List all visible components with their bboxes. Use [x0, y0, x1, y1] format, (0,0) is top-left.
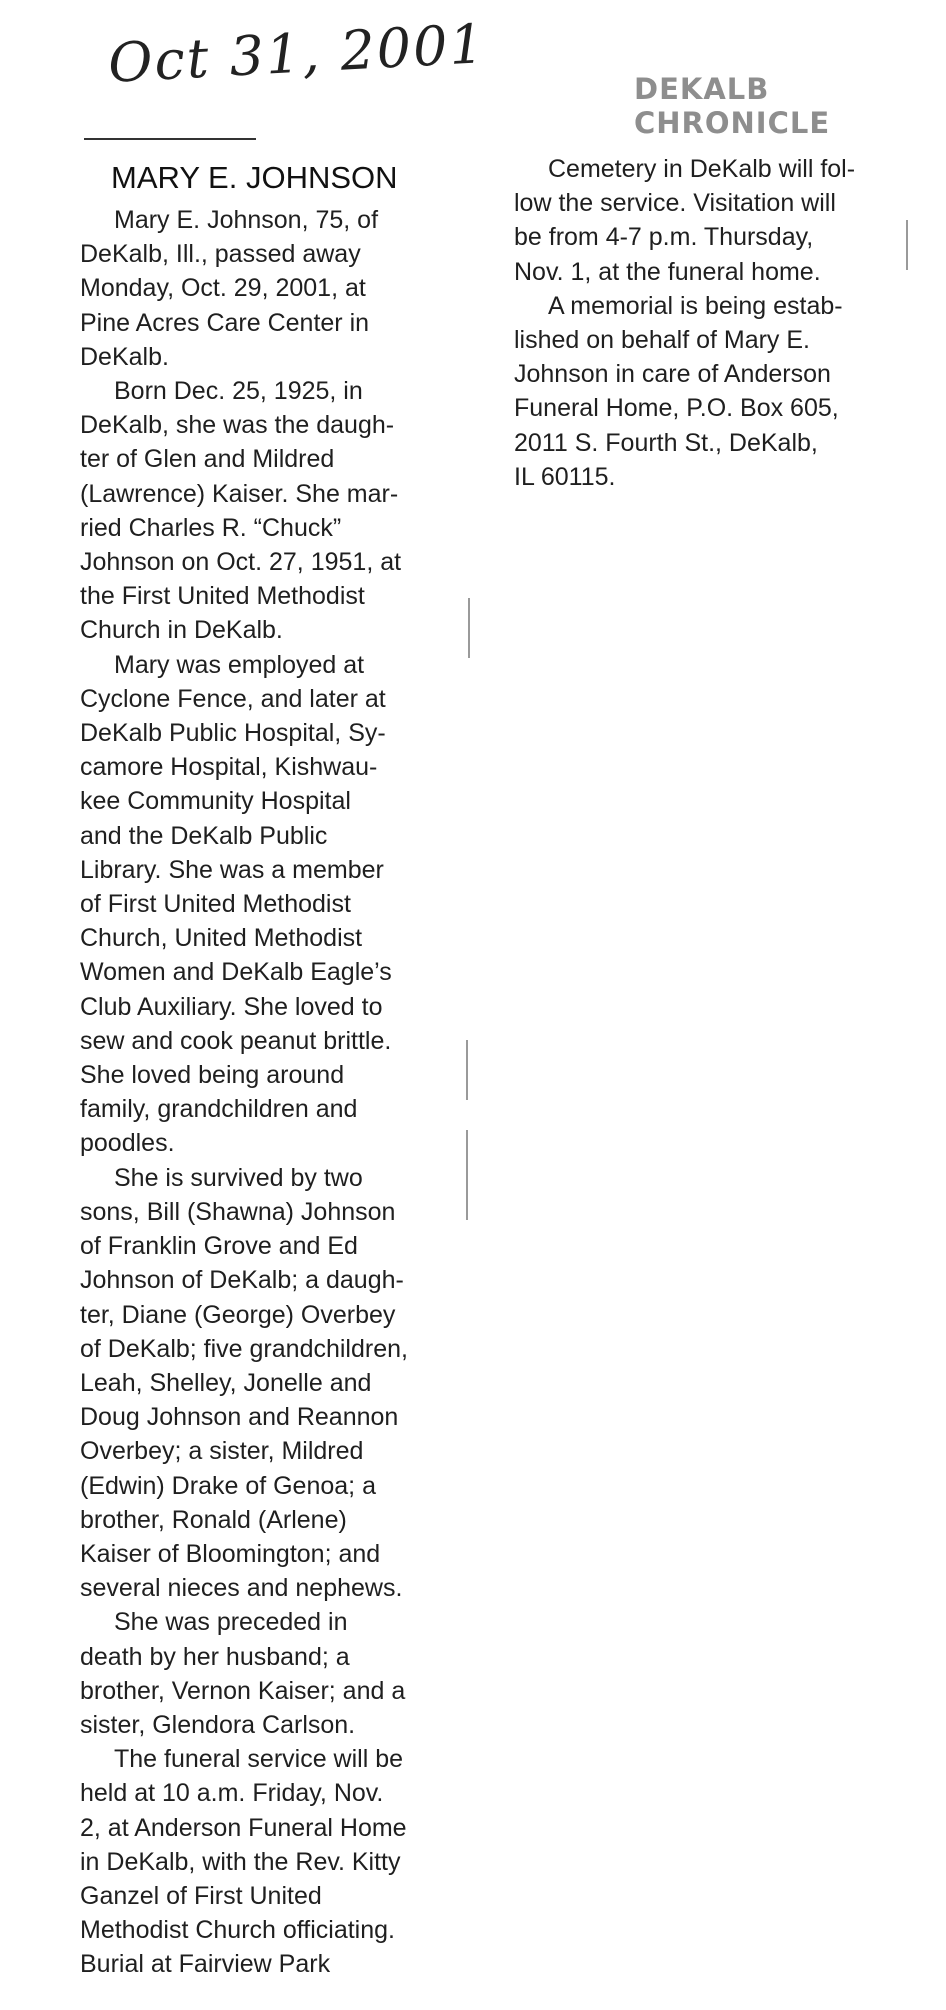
text-line: The funeral service will be [114, 1745, 404, 1774]
text-line: Methodist Church officiating. [80, 1916, 395, 1945]
text-line: in DeKalb, with the Rev. Kitty [80, 1847, 401, 1876]
text-line: Cyclone Fence, and later at [80, 684, 386, 713]
text-line: of DeKalb; five grandchildren, [80, 1334, 408, 1363]
text-line: 2011 S. Fourth St., DeKalb, [514, 428, 818, 457]
obituary-headline: MARY E. JOHNSON [111, 160, 398, 195]
text-line: 2, at Anderson Funeral Home [80, 1813, 407, 1842]
text-line: lished on behalf of Mary E. [514, 326, 810, 355]
text-line: Women and DeKalb Eagle’s [80, 958, 392, 987]
text-line: Kaiser of Bloomington; and [80, 1539, 381, 1568]
text-line: Burial at Fairview Park [80, 1950, 331, 1979]
text-line: Library. She was a member [80, 855, 384, 884]
text-line: Funeral Home, P.O. Box 605, [514, 394, 839, 423]
text-line: Johnson on Oct. 27, 1951, at [80, 548, 402, 577]
text-line: death by her husband; a [80, 1642, 350, 1671]
text-line: family, grandchildren and [80, 1095, 358, 1124]
text-line: DeKalb. [80, 342, 169, 371]
text-line: IL 60115. [514, 462, 616, 491]
text-line: Overbey; a sister, Mildred [80, 1437, 364, 1466]
clipping-edge [466, 1130, 468, 1220]
text-line: Doug Johnson and Reannon [80, 1403, 399, 1432]
text-line: sons, Bill (Shawna) Johnson [80, 1197, 396, 1226]
text-line: DeKalb, she was the daugh- [80, 411, 395, 440]
text-line: Johnson of DeKalb; a daugh- [80, 1266, 404, 1295]
text-line: A memorial is being estab- [548, 291, 843, 320]
text-line: Monday, Oct. 29, 2001, at [80, 274, 366, 303]
text-line: and the DeKalb Public [80, 821, 328, 850]
text-line: (Lawrence) Kaiser. She mar- [80, 479, 399, 508]
handwritten-date: Oct 31, 2001 [106, 12, 488, 95]
text-line: DeKalb Public Hospital, Sy- [80, 719, 386, 748]
text-line: kee Community Hospital [80, 787, 351, 816]
clipping-edge [906, 220, 908, 270]
text-line: of Franklin Grove and Ed [80, 1232, 358, 1261]
text-line: Mary was employed at [114, 650, 365, 679]
text-line: the First United Methodist [80, 582, 365, 611]
text-line: She was preceded in [114, 1608, 348, 1637]
text-line: (Edwin) Drake of Genoa; a [80, 1471, 376, 1500]
text-line: of First United Methodist [80, 890, 351, 919]
text-line: Ganzel of First United [80, 1881, 322, 1910]
text-line: Leah, Shelley, Jonelle and [80, 1368, 372, 1397]
clipping-edge [468, 598, 470, 658]
text-line: Johnson in care of Anderson [514, 360, 831, 389]
text-line: She is survived by two [114, 1163, 363, 1192]
text-line: ter of Glen and Mildred [80, 445, 335, 474]
text-line: sew and cook peanut brittle. [80, 1026, 392, 1055]
text-line: sister, Glendora Carlson. [80, 1710, 356, 1739]
text-line: be from 4-7 p.m. Thursday, [514, 223, 814, 252]
text-line: several nieces and nephews. [80, 1574, 403, 1603]
clipping-edge [466, 1040, 468, 1100]
text-line: Club Auxiliary. She loved to [80, 992, 383, 1021]
text-line: Cemetery in DeKalb will fol- [548, 155, 856, 183]
text-line: camore Hospital, Kishwau- [80, 753, 378, 782]
text-line: DeKalb, Ill., passed away [80, 240, 361, 269]
text-line: Church in DeKalb. [80, 616, 283, 645]
text-line: Nov. 1, at the funeral home. [514, 257, 821, 286]
text-column-2 [514, 152, 914, 494]
headline-rule [84, 138, 256, 140]
text-line: brother, Ronald (Arlene) [80, 1505, 347, 1534]
text-line: Church, United Methodist [80, 924, 363, 953]
text-line: poodles. [80, 1129, 175, 1158]
text-line: Born Dec. 25, 1925, in [114, 377, 363, 406]
text-line: ried Charles R. “Chuck” [80, 513, 342, 542]
publication-stamp: DEKALB CHRONICLE [634, 72, 831, 140]
text-line: Pine Acres Care Center in [80, 308, 370, 337]
text-column-1 [80, 203, 480, 1982]
text-line: Mary E. Johnson, 75, of [114, 206, 379, 234]
text-line: ter, Diane (George) Overbey [80, 1300, 396, 1329]
text-line: held at 10 a.m. Friday, Nov. [80, 1779, 384, 1808]
text-line: low the service. Visitation will [514, 189, 836, 218]
text-line: brother, Vernon Kaiser; and a [80, 1676, 406, 1705]
text-line: She loved being around [80, 1061, 345, 1090]
